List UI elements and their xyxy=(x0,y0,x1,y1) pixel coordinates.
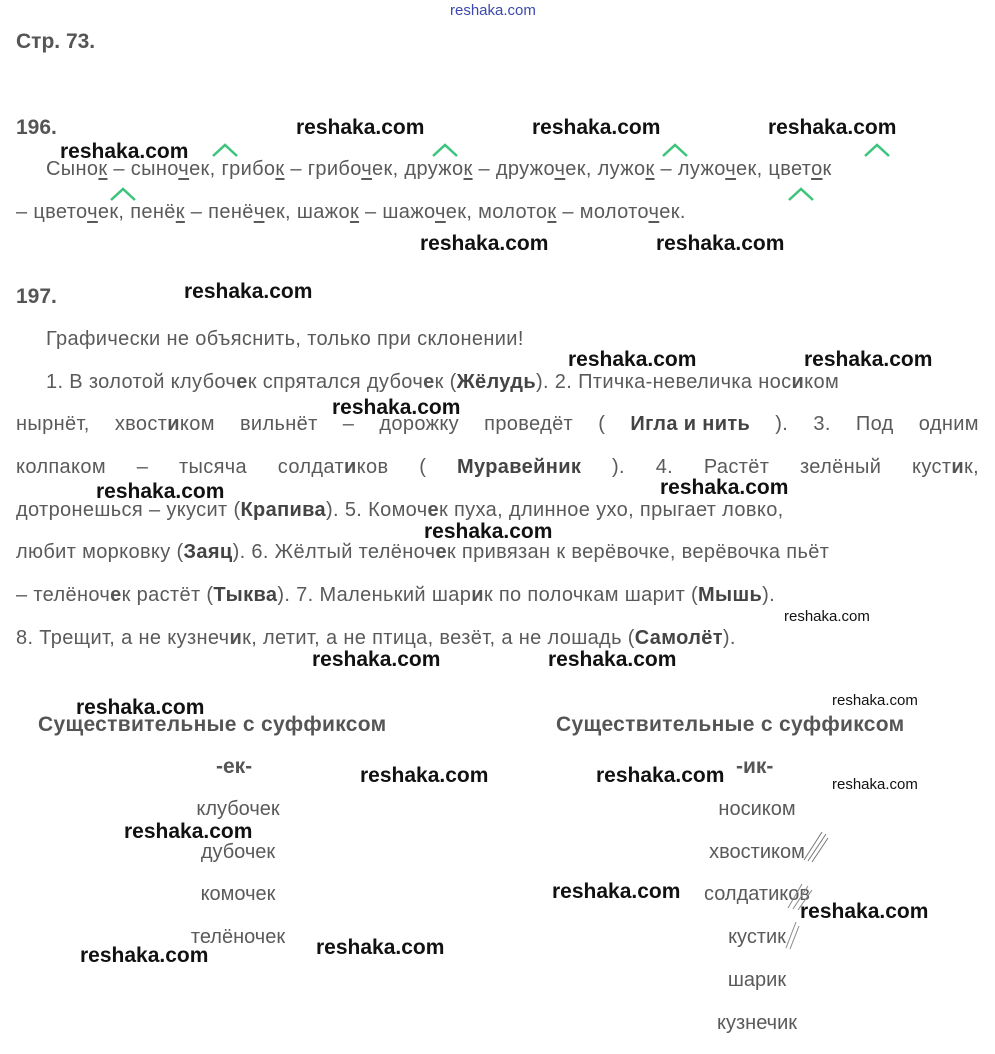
exercise-197-line-1 xyxy=(46,371,839,394)
caret-icon xyxy=(211,142,239,158)
underlined-letter: ч xyxy=(361,158,373,180)
watermark: reshaka.com xyxy=(548,648,677,671)
left-word: дубочек xyxy=(200,841,276,863)
word xyxy=(16,456,106,479)
watermark: reshaka.com xyxy=(660,476,789,499)
pencil-scribble xyxy=(800,828,830,864)
caret-icon xyxy=(787,186,815,202)
text-segment: 1. В золотой клубоч xyxy=(46,371,237,393)
text-segment: – xyxy=(342,413,355,435)
word xyxy=(800,456,881,479)
watermark: reshaka.com xyxy=(96,480,225,503)
highlighted-letter: и xyxy=(167,413,180,435)
underlined-letter: к xyxy=(463,158,473,180)
text-segment: к ( xyxy=(434,371,457,393)
word xyxy=(919,413,979,436)
exercise-197-line-3 xyxy=(16,456,979,479)
exercise-197-line-6 xyxy=(16,584,775,607)
watermark: reshaka.com xyxy=(360,764,489,787)
watermark: reshaka.com xyxy=(656,232,785,255)
word xyxy=(612,456,625,479)
watermark: reshaka.com xyxy=(76,696,205,719)
text-segment: – цвето xyxy=(16,201,88,223)
text-segment: – телёноч xyxy=(16,584,111,606)
right-word: носиком xyxy=(718,798,796,820)
text-segment: 8. Трещит, а не кузнеч xyxy=(16,627,230,649)
word xyxy=(856,413,894,436)
right-word: кустик xyxy=(728,926,786,948)
answer-word: Заяц xyxy=(183,541,233,563)
right-word: шарик xyxy=(727,969,787,991)
text-segment: ков xyxy=(356,456,389,478)
text-segment: к по полочкам шарит ( xyxy=(483,584,698,606)
text-segment: ). 6. Жёлтый телёноч xyxy=(232,541,436,563)
underlined-letter: к xyxy=(98,158,108,180)
underlined-letter: к xyxy=(275,158,285,180)
right-word: солдатиков xyxy=(704,883,810,905)
text-segment: 3. xyxy=(813,413,831,435)
text-segment: ( xyxy=(419,456,427,478)
text-segment: колпаком xyxy=(16,456,106,478)
watermark: reshaka.com xyxy=(316,936,445,959)
watermark: reshaka.com xyxy=(568,348,697,371)
word xyxy=(775,413,788,436)
text-segment: ек, молото xyxy=(445,201,548,223)
text-segment: куст xyxy=(912,456,952,478)
top-watermark: reshaka.com xyxy=(450,2,536,19)
pencil-scribble xyxy=(782,918,802,952)
word xyxy=(115,413,215,436)
exercise-197-line-2 xyxy=(16,413,979,436)
watermark: reshaka.com xyxy=(332,396,461,419)
watermark: reshaka.com xyxy=(80,944,209,967)
left-column-suffix: -ек- xyxy=(216,755,253,778)
word xyxy=(912,456,979,479)
highlighted-letter: е xyxy=(423,371,435,393)
word xyxy=(419,456,426,479)
caret-icon xyxy=(863,142,891,158)
right-word: хвостиком xyxy=(709,841,805,863)
caret-icon xyxy=(109,186,137,202)
word xyxy=(630,413,750,436)
watermark: reshaka.com xyxy=(596,764,725,787)
caret-icon xyxy=(431,142,459,158)
watermark: reshaka.com xyxy=(832,692,918,709)
underlined-letter: к xyxy=(645,158,655,180)
highlighted-letter: е xyxy=(110,584,122,606)
text-segment: – шажо xyxy=(359,201,435,223)
text-segment: ек, грибо xyxy=(189,158,276,180)
word xyxy=(16,413,90,436)
page-header: Стр. 73. xyxy=(16,30,96,53)
text-segment: ). xyxy=(775,413,789,435)
answer-word: Самолёт xyxy=(634,627,723,649)
underlined-letter: к xyxy=(547,201,557,223)
answer-word: Тыква xyxy=(213,584,278,606)
watermark: reshaka.com xyxy=(424,520,553,543)
exercise-197-line-7 xyxy=(16,627,736,650)
text-segment: хвост xyxy=(114,413,168,435)
text-segment: Под xyxy=(855,413,894,435)
highlighted-letter: и xyxy=(791,371,805,393)
text-segment: ек, лужо xyxy=(565,158,646,180)
left-word: клубочек xyxy=(196,798,280,820)
text-segment: ком xyxy=(179,413,215,435)
underlined-letter: ч xyxy=(725,158,737,180)
text-segment: ек, цвет xyxy=(736,158,812,180)
watermark: reshaka.com xyxy=(804,348,933,371)
right-column-suffix: -ик- xyxy=(736,755,774,778)
text-segment: ). xyxy=(722,627,736,649)
text-segment: нырнёт, xyxy=(16,413,90,435)
highlighted-letter: е xyxy=(427,499,439,521)
text-segment: – дружо xyxy=(472,158,555,180)
highlighted-letter: и xyxy=(343,456,357,478)
underlined-letter: ч xyxy=(648,201,660,223)
word xyxy=(457,456,581,479)
exercise-197-intro: Графически не объяснить, только при склонении! xyxy=(46,328,524,350)
watermark: reshaka.com xyxy=(296,116,425,139)
watermark: reshaka.com xyxy=(800,900,929,923)
text-segment: Сыно xyxy=(46,158,99,180)
right-word: кузнечик xyxy=(717,1012,797,1034)
text-segment: любит морковку ( xyxy=(16,541,184,563)
text-segment: – пенё xyxy=(184,201,254,223)
text-segment: к пуха, длинное ухо, прыгает ловко, xyxy=(438,499,784,521)
text-segment: ). xyxy=(611,456,625,478)
text-segment: ек. xyxy=(659,201,686,223)
underlined-letter: ч xyxy=(87,201,98,223)
text-segment: тысяча xyxy=(178,456,247,478)
text-segment: к, xyxy=(963,456,979,478)
word xyxy=(598,413,605,436)
watermark: reshaka.com xyxy=(184,280,313,303)
exercise-197-line-5 xyxy=(16,541,829,564)
watermark: reshaka.com xyxy=(784,608,870,625)
underlined-letter: ч xyxy=(178,158,190,180)
left-word: комочек xyxy=(200,883,276,905)
text-segment: ). 5. Комоч xyxy=(326,499,428,521)
text-segment: одним xyxy=(918,413,979,435)
word xyxy=(484,413,573,436)
text-segment: зелёный xyxy=(799,456,882,478)
text-segment: – сыно xyxy=(107,158,179,180)
answer-word: Жёлудь xyxy=(456,371,536,393)
text-segment: вильнёт xyxy=(239,413,318,435)
text-segment: 4. xyxy=(655,456,674,478)
word xyxy=(137,456,148,479)
answer-word: Мышь xyxy=(698,584,763,606)
text-segment: проведёт xyxy=(484,413,574,435)
underlined-letter: к xyxy=(349,201,360,223)
word xyxy=(813,413,830,436)
caret-icon xyxy=(661,142,689,158)
underlined-letter: о xyxy=(811,158,823,180)
watermark: reshaka.com xyxy=(552,880,681,903)
word xyxy=(240,413,318,436)
watermark: reshaka.com xyxy=(312,648,441,671)
text-segment: ). xyxy=(762,584,776,606)
text-segment: – молото xyxy=(556,201,649,223)
answer-word: Крапива xyxy=(240,499,326,521)
text-segment: солдат xyxy=(277,456,344,478)
text-segment: дотронешься – укусит ( xyxy=(16,499,241,521)
text-segment: ек, дружо xyxy=(372,158,464,180)
answer-word: Игла и нить xyxy=(630,413,751,435)
underlined-letter: ч xyxy=(253,201,265,223)
exercise-196-line-2 xyxy=(16,201,686,224)
text-segment: ). 2. Птичка-невеличка нос xyxy=(535,371,792,393)
highlighted-letter: и xyxy=(951,456,964,478)
text-segment: ек, пенё xyxy=(97,201,176,223)
text-segment: к растёт ( xyxy=(121,584,214,606)
exercise-196-number: 196. xyxy=(16,116,57,139)
text-segment: Растёт xyxy=(703,456,770,478)
watermark: reshaka.com xyxy=(532,116,661,139)
watermark: reshaka.com xyxy=(768,116,897,139)
watermark: reshaka.com xyxy=(124,820,253,843)
text-segment: к xyxy=(822,158,832,180)
text-segment: ( xyxy=(598,413,606,435)
exercise-197-number: 197. xyxy=(16,285,57,308)
underlined-letter: к xyxy=(175,201,185,223)
text-segment: ). 7. Маленький шар xyxy=(277,584,472,606)
text-segment: – лужо xyxy=(654,158,726,180)
underlined-letter: ч xyxy=(554,158,566,180)
highlighted-letter: и xyxy=(229,627,243,649)
left-word: телёночек xyxy=(190,926,286,948)
text-segment: ком xyxy=(804,371,840,393)
answer-word: Муравейник xyxy=(457,456,582,478)
text-segment: к спрятался дубоч xyxy=(247,371,424,393)
watermark: reshaka.com xyxy=(60,140,189,163)
word xyxy=(278,456,389,479)
text-segment: к привязан к верёвочке, верёвочка пьёт xyxy=(446,541,830,563)
left-column-title: Существительные с суффиксом xyxy=(38,713,387,736)
text-segment: – xyxy=(136,456,149,478)
underlined-letter: ч xyxy=(434,201,446,223)
highlighted-letter: и xyxy=(471,584,484,606)
word xyxy=(179,456,247,479)
highlighted-letter: е xyxy=(236,371,248,393)
text-segment: ек, шажо xyxy=(264,201,350,223)
watermark: reshaka.com xyxy=(420,232,549,255)
text-segment: к, летит, а не птица, везёт, а не лошадь ( xyxy=(242,627,635,649)
highlighted-letter: е xyxy=(435,541,447,563)
watermark: reshaka.com xyxy=(832,776,918,793)
text-segment: – грибо xyxy=(284,158,362,180)
text-segment: дорожку xyxy=(379,413,460,435)
right-column-title: Существительные с суффиксом xyxy=(556,713,905,736)
